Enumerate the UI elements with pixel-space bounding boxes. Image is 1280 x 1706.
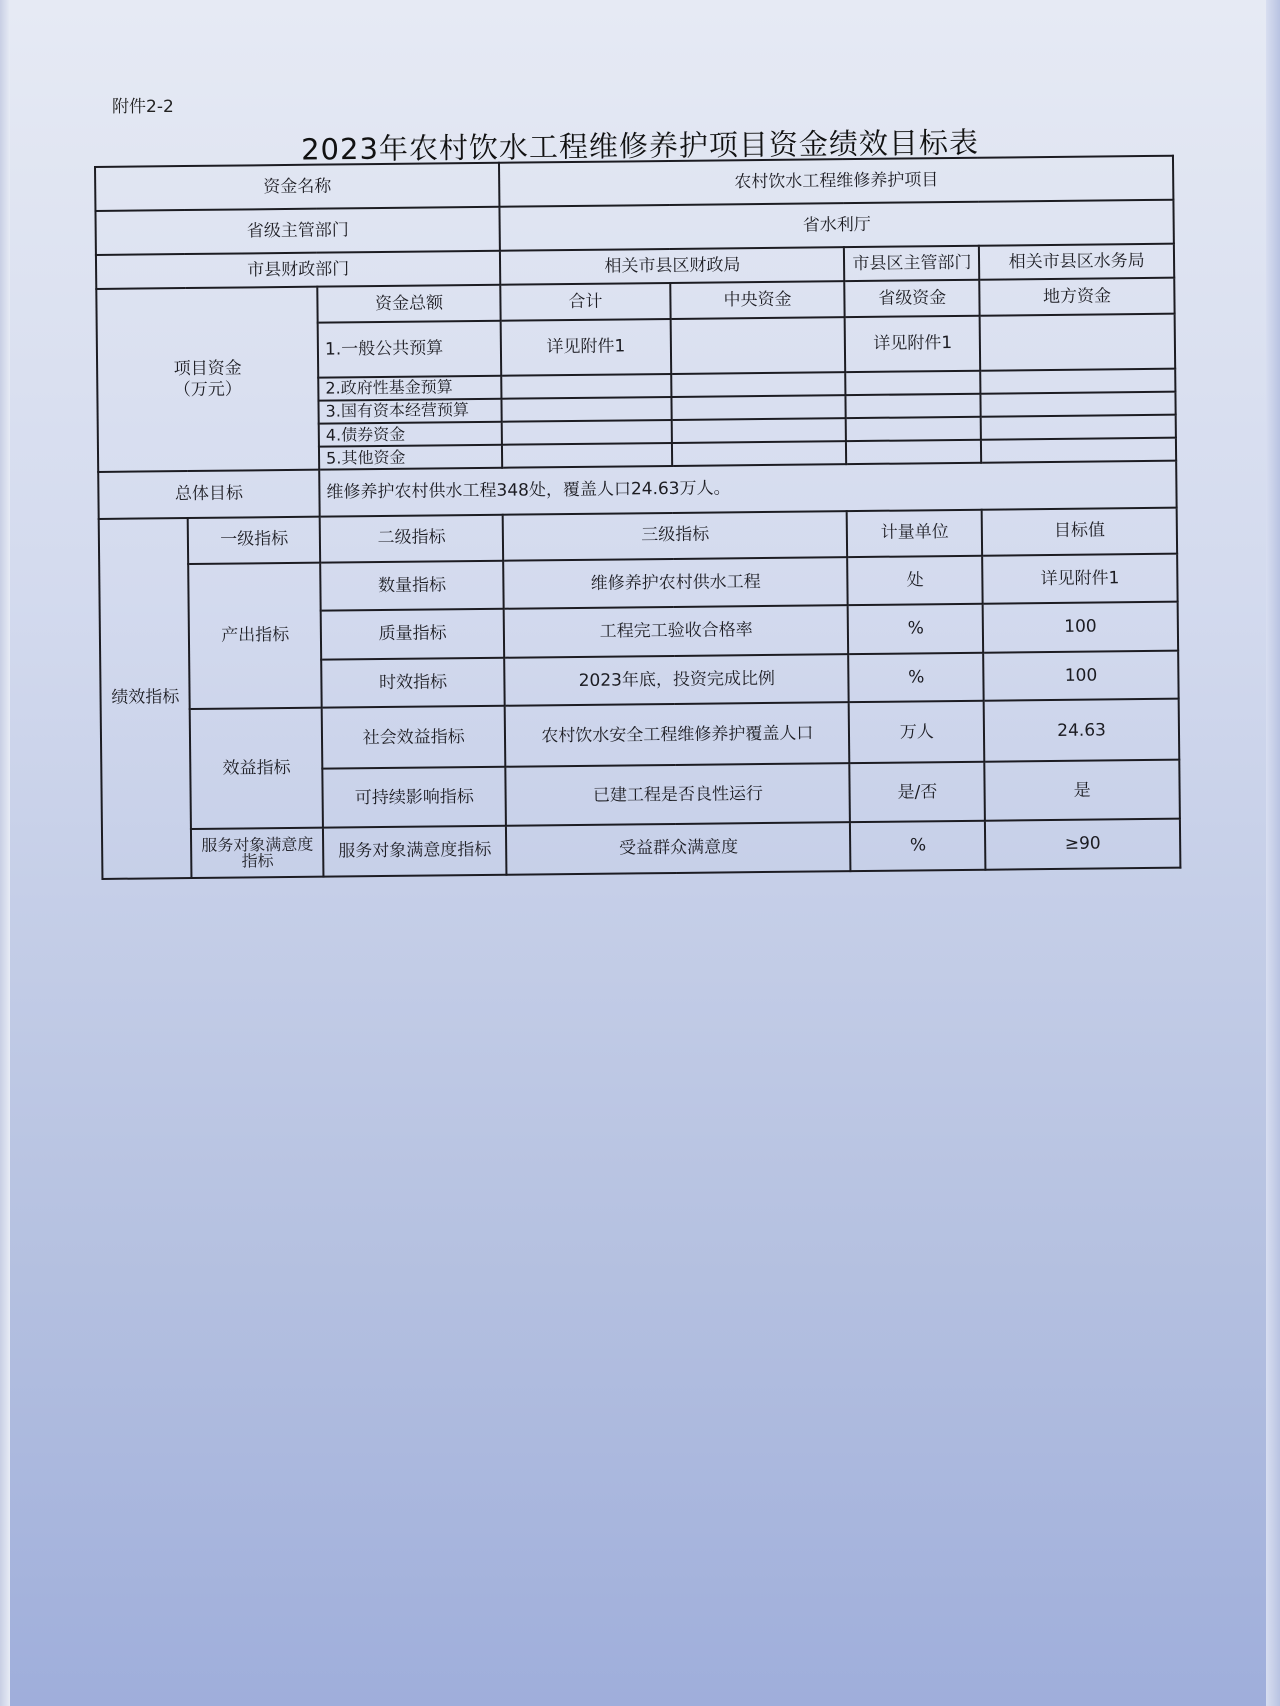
funds-cell	[980, 314, 1175, 371]
fund-name-value: 农村饮水工程维修养护项目	[499, 156, 1173, 207]
indicator-row	[102, 819, 1180, 879]
indicator-target: 100	[983, 602, 1178, 652]
indicator-level2: 数量指标	[320, 561, 504, 611]
indicator-unit: 万人	[849, 701, 984, 763]
funds-cell	[671, 418, 846, 443]
funds-row-label: 5.其他资金	[319, 445, 502, 470]
funds-cell	[981, 392, 1176, 417]
funds-header-local: 地方资金	[979, 278, 1174, 316]
indicator-level2: 时效指标	[321, 658, 505, 708]
perf-header-unit: 计量单位	[847, 509, 982, 557]
indicator-unit: 处	[848, 556, 983, 606]
funds-cell	[501, 374, 671, 399]
provincial-dept-label: 省级主管部门	[95, 207, 500, 255]
perf-header-level3: 三级指标	[503, 511, 848, 561]
funds-cell: 详见附件1	[501, 319, 671, 376]
funds-cell	[502, 443, 672, 468]
indicator-unit: %	[848, 604, 983, 654]
funds-cell	[502, 397, 672, 422]
indicator-level3: 受益群众满意度	[506, 822, 851, 874]
perf-header-level2: 二级指标	[320, 514, 504, 562]
funds-row-label: 3.国有资本经营预算	[319, 399, 502, 424]
funds-cell	[502, 420, 672, 445]
funds-header-central: 中央资金	[670, 281, 845, 319]
funds-cell	[981, 415, 1176, 440]
city-finance-value: 相关市县区财政局	[500, 248, 845, 285]
funds-row-label: 2.政府性基金预算	[318, 375, 501, 400]
indicator-target: 详见附件1	[982, 554, 1177, 604]
funds-cell	[671, 372, 846, 397]
performance-target-table	[94, 155, 1181, 880]
level1-benefit: 效益指标	[190, 708, 323, 829]
city-finance-label: 市县财政部门	[96, 251, 501, 289]
overall-goal-label: 总体目标	[98, 470, 320, 519]
page-edge-right	[1266, 0, 1280, 1706]
funds-cell	[670, 317, 845, 374]
funds-cell: 详见附件1	[845, 316, 980, 372]
indicator-level2: 可持续影响指标	[322, 767, 506, 828]
indicator-target: 100	[983, 651, 1178, 701]
city-dept-label: 市县区主管部门	[844, 246, 979, 281]
indicator-target: ≥90	[985, 819, 1180, 870]
funds-cell	[846, 370, 981, 395]
funds-cell	[980, 368, 1175, 393]
level1-output: 产出指标	[189, 563, 322, 710]
funds-header-provincial: 省级资金	[845, 280, 980, 317]
funds-header-sum: 合计	[501, 283, 671, 321]
provincial-dept-value: 省水利厅	[500, 200, 1174, 251]
fund-name-label: 资金名称	[95, 163, 500, 211]
funds-cell	[846, 394, 981, 419]
funds-cell	[672, 441, 847, 466]
funds-cell	[981, 438, 1176, 463]
indicator-level3: 已建工程是否良性运行	[506, 764, 851, 827]
page-edge-left	[0, 0, 10, 1706]
attachment-label: 附件2-2	[112, 97, 174, 117]
project-funds-label-line1: 项目资金	[173, 358, 242, 380]
perf-header-level1: 一级指标	[188, 516, 320, 564]
indicator-row	[101, 699, 1180, 771]
funds-header-total: 资金总额	[317, 285, 501, 323]
indicator-unit: 是/否	[850, 762, 985, 822]
indicator-level3: 维修养护农村供水工程	[503, 557, 848, 609]
funds-cell	[846, 440, 981, 465]
indicator-level3: 工程完工验收合格率	[504, 606, 849, 658]
indicator-unit: %	[850, 821, 985, 871]
indicator-level2: 质量指标	[321, 609, 505, 659]
indicator-level3: 2023年底，投资完成比例	[504, 654, 849, 706]
indicator-level2: 社会效益指标	[322, 706, 506, 769]
funds-cell	[671, 395, 846, 420]
indicator-level2: 服务对象满意度指标	[323, 826, 507, 877]
city-dept-value: 相关市县区水务局	[979, 244, 1174, 280]
overall-goal-value: 维修养护农村供水工程348处，覆盖人口24.63万人。	[319, 461, 1176, 516]
funds-row-label: 4.债券资金	[319, 422, 502, 447]
document-title: 2023年农村饮水工程维修养护项目资金绩效目标表	[300, 125, 980, 167]
indicator-target: 是	[984, 760, 1179, 821]
funds-row-label: 1.一般公共预算	[318, 321, 502, 378]
level1-satisfaction: 服务对象满意度指标	[191, 828, 323, 878]
indicator-unit: %	[849, 653, 984, 703]
funds-cell	[846, 417, 981, 442]
perf-header-target: 目标值	[982, 507, 1177, 555]
project-funds-label	[96, 287, 319, 472]
indicator-level3: 农村饮水安全工程维修养护覆盖人口	[505, 702, 850, 767]
performance-label: 绩效指标	[99, 518, 192, 879]
indicator-target: 24.63	[984, 699, 1179, 762]
project-funds-label-line2: （万元）	[173, 379, 242, 400]
